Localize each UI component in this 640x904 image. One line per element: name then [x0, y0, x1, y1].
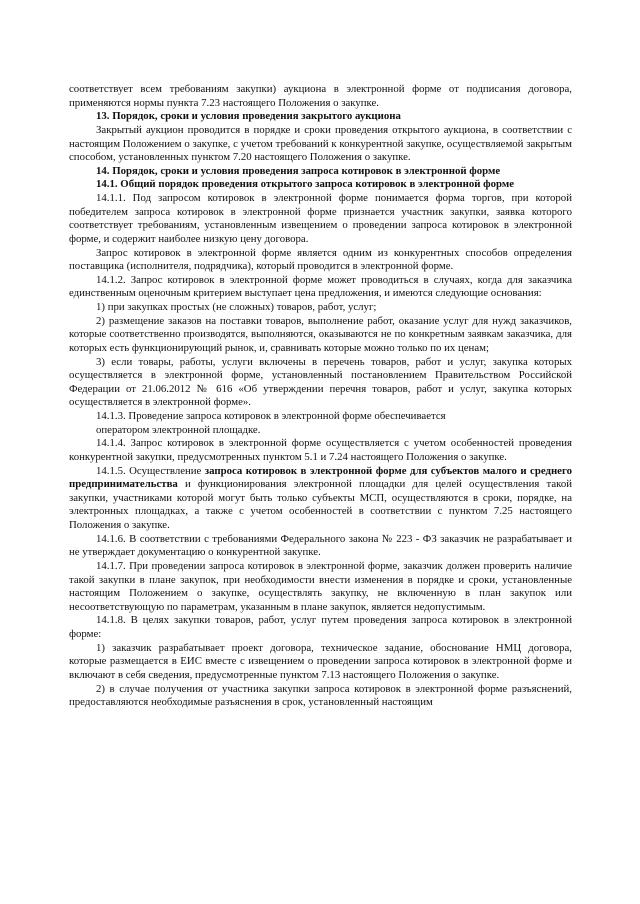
list-item-customer-1: 1) заказчик разрабатывает проект договора, техническое задание, обоснование НМЦ договора, которые размещается в ЕИС вместе с извещением о проведении запроса котировок в электронной форме и включают в себя сведения, предусмотренные пунктом 7.13 настоящего Положения о закупке.	[69, 641, 572, 681]
section-14-1-heading: 14.1. Общий порядок проведения открытого запроса котировок в электронной форме	[96, 178, 515, 191]
paragraph-14-1-5-bold: запроса котировок в электронной форме для субъектов малого и среднего предпринимательства	[69, 464, 572, 491]
paragraph-14-1-2: 14.1.2. Запрос котировок в электронной форме может проводиться в случаях, когда для заказчика единственным оценочным критерием выступает цена предложения, и имеются следующие основания:	[69, 273, 572, 300]
section-13-heading: 13. Порядок, сроки и условия проведения закрытого аукциона	[96, 110, 401, 123]
paragraph-14-1-5-lead: 14.1.5. Осуществление	[96, 464, 205, 477]
paragraph-14-1-6: 14.1.6. В соответствии с требованиями Федерального закона № 223 - ФЗ заказчик не разрабатывает и не утверждает документацию о конкурентной закупке.	[69, 532, 572, 559]
list-item-1: 1) при закупках простых (не сложных) товаров, работ, услуг;	[96, 301, 377, 313]
paragraph-14-1-5-rest: и функционирования электронной площадки для целей осуществления такой закупки, участниками которой могут быть только субъекты МСП, осуществляются в сроки, порядке, на электронных площадках, а также с учетом особенностей в соответствии с пунктом 7.25 настоящего Положения о закупке.	[69, 478, 572, 531]
paragraph-14-1-7: 14.1.7. При проведении запроса котировок в электронной форме, заказчик должен проверить наличие такой закупки в плане закупок, при необходимости внести изменения в порядке и сроки, установленные настоящим Положением о закупке, осуществлять закупку, не включенную в план закупок или несоответствующую по параметрам, указанным в плане закупок, является недопустимым.	[69, 559, 572, 613]
section-14-heading: 14. Порядок, сроки и условия проведения запроса котировок в электронной форме	[96, 164, 501, 177]
paragraph-closed-auction: Закрытый аукцион проводится в порядке и сроки проведения открытого аукциона, в соответствии с настоящим Положением о закупке, с учетом требований к конкурентной закупке, осуществляемой закрытым способом, установленных пунктом 7.20 настоящего Положения о закупке.	[69, 123, 572, 164]
paragraph-14-1-4: 14.1.4. Запрос котировок в электронной форме осуществляется с учетом особенностей проведения конкурентной закупки, предусмотренных пунктом 5.1 и 7.24 настоящего Положения о закупке.	[69, 437, 572, 463]
paragraph-14-1-8: 14.1.8. В целях закупки товаров, работ, услуг путем проведения запроса котировок в электронной форме:	[69, 614, 572, 640]
list-item-3: 3) если товары, работы, услуги включены в перечень товаров, работ и услуг, закупка которых осуществляется в электронной форме, установленный постановлением Правительством Российской Федерации от 21.06.2012 № 616 «Об утверждении перечня товаров, работ и услуг, закупка которых осуществляется в электронной форме».	[69, 355, 572, 409]
paragraph-14-1-3: 14.1.3. Проведение запроса котировок в электронной форме обеспечивается	[96, 410, 446, 422]
paragraph-quotation-definition: Запрос котировок в электронной форме является одним из конкурентных способов определения поставщика (исполнителя, подрядчика), который проводится в электронной форме.	[69, 246, 572, 273]
paragraph-14-1-3-continued: оператором электронной площадке.	[96, 423, 261, 436]
paragraph-continuation: соответствует всем требованиям закупки) аукциона в электронной форме от подписания договора, применяются нормы пункта 7.23 настоящего Положения о закупке.	[69, 83, 572, 109]
paragraph-14-1-5	[69, 465, 572, 533]
paragraph-14-1-1: 14.1.1. Под запросом котировок в электронной форме понимается форма торгов, при которой победителем запроса котировок в электронной форме признается участник закупки, заявка которого соответствует требованиям, установленным извещением о проведении запроса котировок в электронной форме, и содержит наиболее низкую цену договора.	[69, 192, 572, 245]
list-item-customer-2: 2) в случае получения от участника закупки запроса котировок в электронной форме разъяснений, предоставляются необходимые разъяснения в срок, установленный настоящим	[69, 682, 572, 709]
list-item-2: 2) размещение заказов на поставки товаров, выполнение работ, оказание услуг для нужд заказчиков, которые соответственно производятся, выполняются, оказываются не по конкретным заявкам заказчика, для которых есть функционирующий рынок, и, сравнивать которые можно только по их ценам;	[69, 314, 572, 354]
